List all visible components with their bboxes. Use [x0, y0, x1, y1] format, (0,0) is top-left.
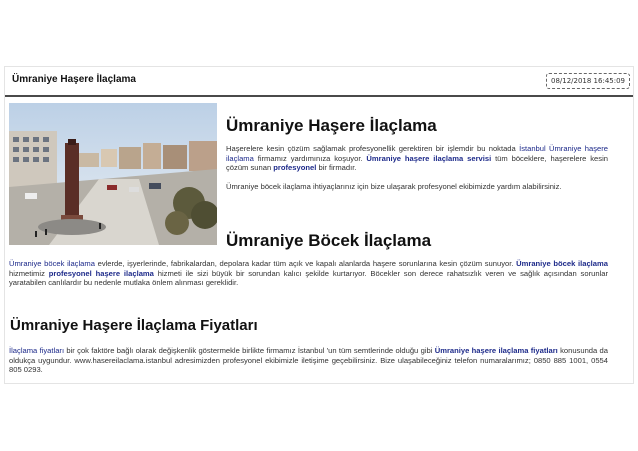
help-paragraph: Ümraniye böcek ilaçlama ihtiyaçlarınız için bize ulaşarak profesyonel ekibimizde yardım alabilirsiniz.	[226, 182, 562, 191]
link-profesyonel-hasere-ilaclama[interactable]: profesyonel haşere ilaçlama	[48, 268, 154, 278]
link-profesyonel[interactable]: profesyonel	[273, 163, 317, 173]
link-umraniye-bocek-ilaclama[interactable]: Ümraniye böcek ilaçlama	[9, 259, 95, 268]
main-heading: Ümraniye Haşere İlaçlama	[226, 116, 437, 135]
city-photo	[9, 103, 217, 245]
link-ilaclama-fiyatlari[interactable]: İlaçlama fiyatları	[9, 346, 65, 355]
bocek-paragraph: Ümraniye böcek ilaçlama evlerde, işyerlerinde, fabrikalardan, depolara kadar tüm açık ve kapalı alanlarda haşere sorunlarına kesin çözüm sunuyor. Ümraniye böcek ilaçlama hizmetimiz profesyonel haşere ilaçlama hizmeti ile sizi büyük bir sorundan kalıcı şekilde kurtarıyor. Böcekler son derece rahatsızlık veren ve sağlık açısından sorunlar yaratabilen canlılardır bu nedenle mutlaka önlem alınması gereklidir.	[9, 259, 608, 288]
link-umraniye-hasere-ilaclama-fiyatlari[interactable]: Ümraniye haşere ilaçlama fiyatları	[434, 346, 558, 355]
document-page	[4, 66, 634, 384]
fiyat-paragraph: İlaçlama fiyatları bir çok faktöre bağlı olarak değişkenlik göstermekle birlikte firmamız İstanbul 'un tüm semtlerinde olduğu gibi Ümraniye haşere ilaçlama fiyatları konusunda da oldukça uygundur. www.hasereilaclama.istanbul adresimizden profesyonel ekibimizle iletişime geçebilirsiniz. Bize ulaşabileceğiniz telefon numaralarımız; 0850 885 1001, 0554 805 0293.	[9, 346, 608, 375]
fiyat-heading: Ümraniye Haşere İlaçlama Fiyatları	[10, 317, 258, 334]
datetime-badge: 08/12/2018 16:45:09	[546, 73, 630, 89]
header-bar	[5, 67, 633, 97]
link-istanbul-umraniye-hasere-ilaclama[interactable]: İstanbul Ümraniye haşere ilaçlama	[226, 144, 608, 163]
intro-paragraph: Haşerelere kesin çözüm sağlamak profesyonellik gerektiren bir işlemdir bu noktada İstanbul Ümraniye haşere ilaçlama firmamız yardımınıza koşuyor. Ümraniye haşere ilaçlama servisi tüm böceklere, haşerelere kesin çözüm sunan profesyonel bir firmadır.	[226, 144, 608, 173]
link-umraniye-bocek-ilaclama-2[interactable]: Ümraniye böcek ilaçlama	[516, 259, 608, 268]
bocek-heading: Ümraniye Böcek İlaçlama	[226, 231, 432, 250]
site-title: Ümraniye Haşere İlaçlama	[12, 74, 136, 85]
link-umraniye-hasere-ilaclama-servisi[interactable]: Ümraniye haşere ilaçlama servisi	[366, 153, 492, 163]
